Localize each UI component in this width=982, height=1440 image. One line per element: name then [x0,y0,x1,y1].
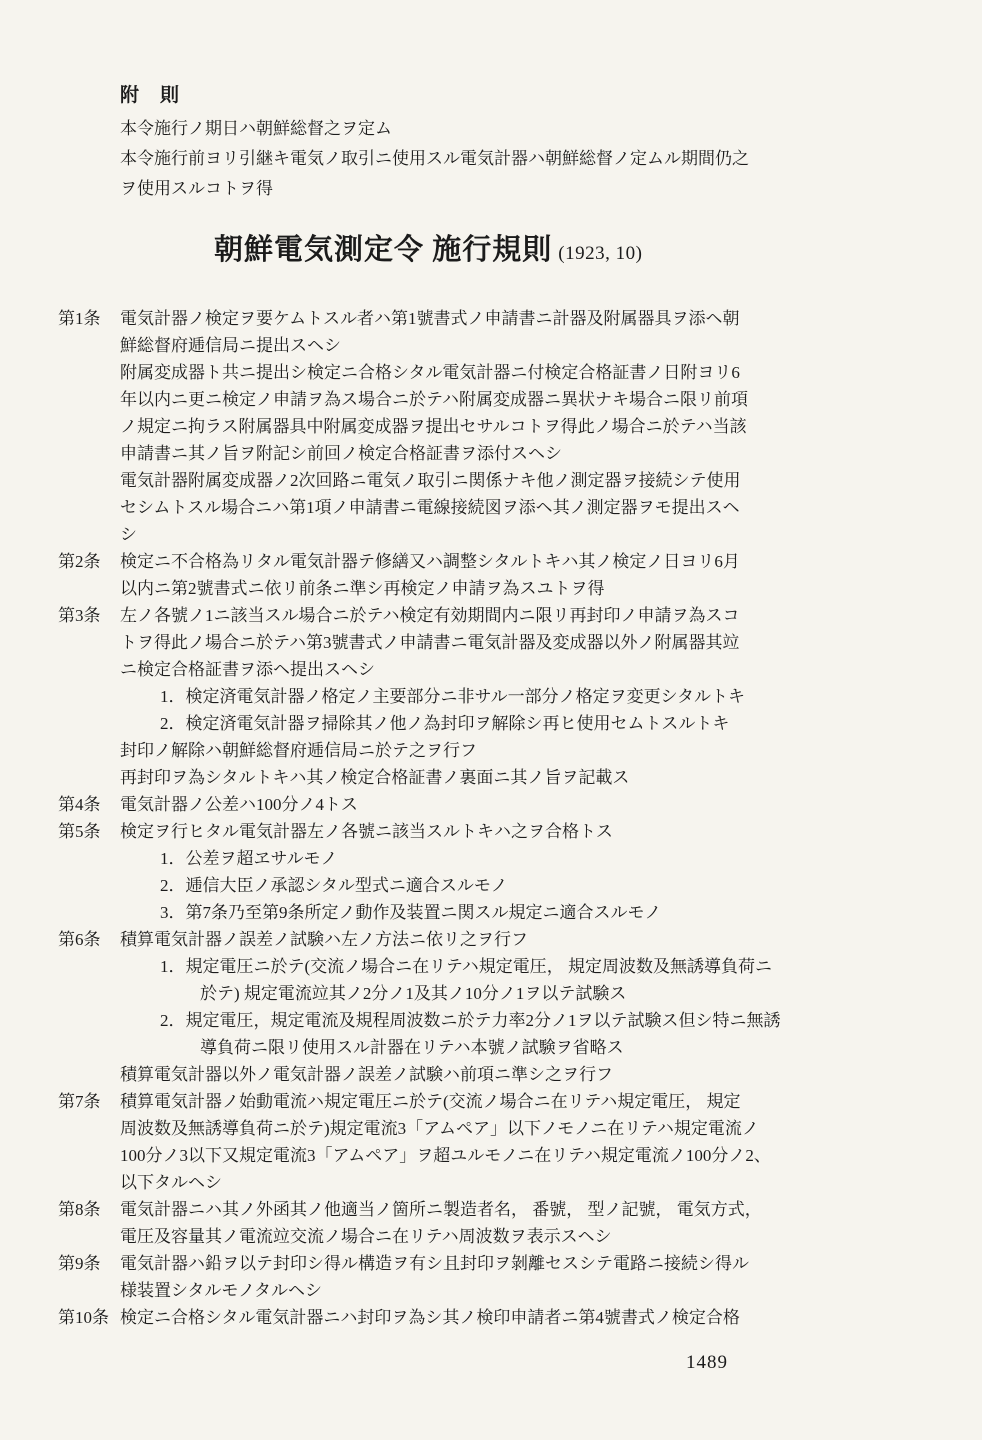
article-body [120,926,958,1088]
article-line: 2．検定済電気計器ヲ掃除其ノ他ノ為封印ヲ解除シ再ヒ使用セムトスルトキ [160,714,730,733]
supplement-section [120,84,749,204]
article-line: 2．規定電圧，規定電流及規程周波数ニ於テ力率2分ノ1ヲ以テ試験ス但シ特ニ無誘 [160,1011,781,1030]
article-line: 積算電気計器以外ノ電気計器ノ誤差ノ試験ハ前項ニ準シ之ヲ行フ [120,1065,613,1084]
article-line: 封印ノ解除ハ朝鮮総督府逓信局ニ於テ之ヲ行フ [120,741,477,760]
article-line: 左ノ各號ノ1ニ該当スル場合ニ於テハ検定有効期間内ニ限リ再封印ノ申請ヲ為スコ [120,606,740,625]
article-line: 様装置シタルモノタルヘシ [120,1281,322,1300]
article-body [120,1088,958,1196]
article-body [120,548,958,602]
article-label: 第4条 [58,795,101,814]
article [58,1088,958,1196]
supplement-line: 本令施行ノ期日ハ朝鮮総督之ヲ定ム [120,119,392,138]
article-line: シ [120,525,137,544]
document-title-text: 朝鮮電気測定令 施行規則 [214,234,553,266]
article-label: 第7条 [58,1092,101,1111]
article-line: トヲ得此ノ場合ニ於テハ第3號書式ノ申請書ニ電気計器及変成器以外ノ附属器其竝 [120,633,740,652]
article-line: 検定ニ不合格為リタル電気計器テ修繕又ハ調整シタルトキハ其ノ検定ノ日ヨリ6月 [120,552,740,571]
article-label: 第6条 [58,930,101,949]
article-label: 第8条 [58,1200,101,1219]
article-line: 以内ニ第2號書式ニ依リ前条ニ準シ再検定ノ申請ヲ為スユトヲ得 [120,579,605,598]
article-body [120,305,958,548]
article-body [120,602,958,791]
article-label: 第2条 [58,552,101,571]
article [58,548,958,602]
article-line: 電気計器ノ公差ハ100分ノ4トス [120,795,358,814]
article [58,602,958,791]
article [58,926,958,1088]
article-line: 電気計器ハ鉛ヲ以テ封印シ得ル構造ヲ有シ且封印ヲ剝離セスシテ電路ニ接続シ得ル [120,1254,749,1273]
article-line: 積算電気計器ノ始動電流ハ規定電圧ニ於テ(交流ノ場合ニ在リテハ規定電圧， 規定 [120,1092,741,1111]
article-line: 2．逓信大臣ノ承認シタル型式ニ適合スルモノ [160,876,508,895]
article [58,1304,958,1331]
article [58,1250,958,1304]
article [58,791,958,818]
article-line: 於テ) 規定電流竝其ノ2分ノ1及其ノ10分ノ1ヲ以テ試験ス [200,984,627,1003]
article-line: 100分ノ3以下又規定電流3「アムペア」ヲ超ユルモノニ在リテハ規定電流ノ100分ノ2、 [120,1146,771,1165]
article-body [120,1196,958,1250]
article-label: 第1条 [58,309,101,328]
article [58,305,958,548]
article-body [120,1304,958,1331]
article-line: 鮮総督府逓信局ニ提出スヘシ [120,336,341,355]
article-line: 再封印ヲ為シタルトキハ其ノ検定合格証書ノ裏面ニ其ノ旨ヲ記載ス [120,768,630,787]
article-body [120,1250,958,1304]
article-line: 電気計器ニハ其ノ外函其ノ他適当ノ箇所ニ製造者名， 番號， 型ノ記號， 電気方式， [120,1200,762,1219]
document-title-date: (1923, 10) [558,243,643,264]
article-line: 電気計器ノ検定ヲ要ケムトスル者ハ第1號書式ノ申請書ニ計器及附属器具ヲ添ヘ朝 [120,309,740,328]
article-line: 3．第7条乃至第9条所定ノ動作及装置ニ関スル規定ニ適合スルモノ [160,903,662,922]
article-line: 年以内ニ更ニ検定ノ申請ヲ為ス場合ニ於テハ附属変成器ニ異状ナキ場合ニ限リ前項 [120,390,748,409]
article-line: 検定ヲ行ヒタル電気計器左ノ各號ニ該当スルトキハ之ヲ合格トス [120,822,613,841]
article-body [120,791,958,818]
article-label: 第10条 [58,1308,109,1327]
page-number: 1489 [686,1352,728,1373]
article-line: 検定ニ合格シタル電気計器ニハ封印ヲ為シ其ノ検印申請者ニ第4號書式ノ検定合格 [120,1308,740,1327]
supplement-line: 本令施行前ヨリ引継キ電気ノ取引ニ使用スル電気計器ハ朝鮮総督ノ定ムル期間仍之 [120,149,749,168]
article-line: 積算電気計器ノ誤差ノ試験ハ左ノ方法ニ依リ之ヲ行フ [120,930,528,949]
article-line: 以下タルヘシ [120,1173,222,1192]
supplement-body [120,114,749,204]
article-line: 電圧及容量其ノ電流竝交流ノ場合ニ在リテハ周波数ヲ表示スヘシ [120,1227,612,1246]
articles-section [58,305,958,1331]
document-title [214,232,642,272]
supplement-heading: 附 則 [120,85,181,106]
article-line: 1．規定電圧ニ於テ(交流ノ場合ニ在リテハ規定電圧， 規定周波数及無誘導負荷ニ [160,957,773,976]
article [58,818,958,926]
article-line: ノ規定ニ拘ラス附属器具中附属変成器ヲ提出セサルコトヲ得此ノ場合ニ於テハ当該 [120,417,747,436]
article-line: ニ検定合格証書ヲ添ヘ提出スヘシ [120,660,375,679]
article-line: セシムトスル場合ニハ第1項ノ申請書ニ電線接続図ヲ添ヘ其ノ測定器ヲモ提出スヘ [120,498,740,517]
article-label: 第9条 [58,1254,101,1273]
supplement-line: ヲ使用スルコトヲ得 [120,179,273,198]
article-line: 1．検定済電気計器ノ格定ノ主要部分ニ非サル一部分ノ格定ヲ変更シタルトキ [160,687,745,706]
article-line: 1．公差ヲ超ヱサルモノ [160,849,338,868]
article-label: 第3条 [58,606,101,625]
article-line: 周波数及無誘導負荷ニ於テ)規定電流3「アムペア」以下ノモノニ在リテハ規定電流ノ [120,1119,759,1138]
article-label: 第5条 [58,822,101,841]
article-line: 申請書ニ其ノ旨ヲ附記シ前回ノ検定合格証書ヲ添付スヘシ [120,444,562,463]
article-line: 導負荷ニ限リ使用スル計器在リテハ本號ノ試験ヲ省略ス [200,1038,624,1057]
article-line: 附属変成器ト共ニ提出シ検定ニ合格シタル電気計器ニ付検定合格証書ノ日附ヨリ6 [120,363,740,382]
article [58,1196,958,1250]
article-line: 電気計器附属変成器ノ2次回路ニ電気ノ取引ニ関係ナキ他ノ測定器ヲ接続シテ使用 [120,471,741,490]
article-body [120,818,958,926]
